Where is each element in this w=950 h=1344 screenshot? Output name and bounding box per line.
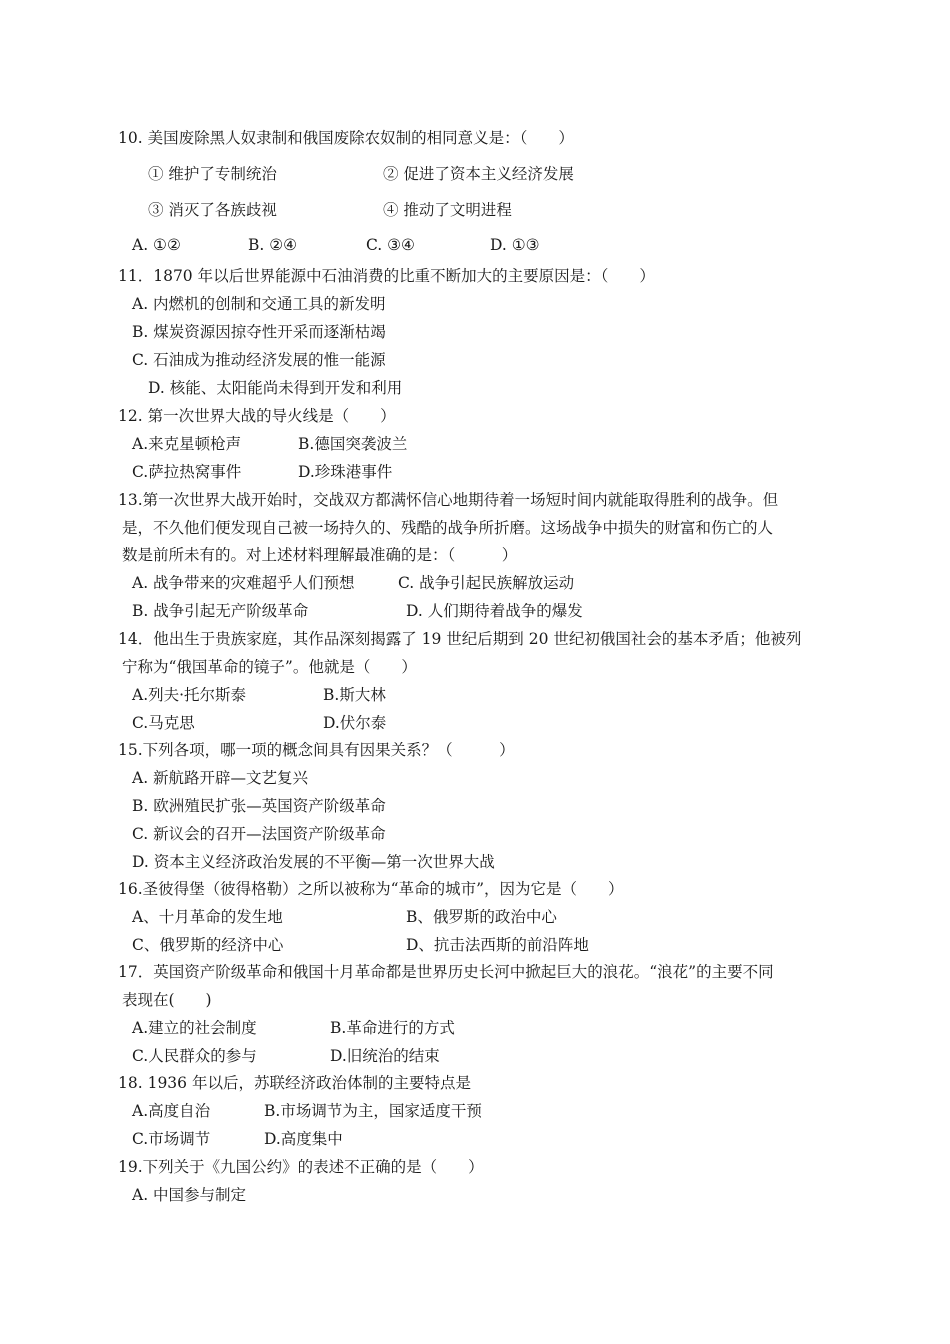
question-16-option-a: A、十月革命的发生地	[132, 908, 283, 926]
question-15-option-b: B. 欧洲殖民扩张—英国资产阶级革命	[132, 797, 386, 815]
question-16-stem: 16.圣彼得堡（彼得格勒）之所以被称为“革命的城市”，因为它是（ ）	[118, 880, 624, 898]
question-17-option-d: D.旧统治的结束	[330, 1047, 440, 1065]
question-10-statement-2: ② 促进了资本主义经济发展	[383, 165, 574, 183]
question-16-option-d: D、抗击法西斯的前沿阵地	[406, 936, 589, 954]
question-13-option-d: D. 人们期待着战争的爆发	[406, 602, 583, 620]
question-13-stem-line-1: 13.第一次世界大战开始时，交战双方都满怀信心地期待着一场短时间内就能取得胜利的战争。但	[118, 491, 779, 509]
question-12-stem: 12. 第一次世界大战的导火线是（ ）	[118, 407, 396, 425]
question-14-option-c: C.马克思	[132, 714, 195, 732]
question-11-option-c: C. 石油成为推动经济发展的惟一能源	[132, 351, 386, 369]
question-13-option-a: A. 战争带来的灾难超乎人们预想	[132, 574, 355, 592]
question-14-stem-line-1: 14．他出生于贵族家庭，其作品深刻揭露了 19 世纪后期到 20 世纪初俄国社会的基本矛盾；他被列	[118, 630, 802, 648]
question-15-option-d: D. 资本主义经济政治发展的不平衡—第一次世界大战	[132, 853, 495, 871]
question-13-option-b: B. 战争引起无产阶级革命	[132, 602, 309, 620]
question-12-option-b: B.德国突袭波兰	[298, 435, 408, 453]
question-11-option-a: A. 内燃机的创制和交通工具的新发明	[132, 295, 386, 313]
question-11-option-b: B. 煤炭资源因掠夺性开采而逐渐枯竭	[132, 323, 386, 341]
question-10-stem: 10. 美国废除黑人奴隶制和俄国废除农奴制的相同意义是：（ ）	[118, 129, 574, 147]
question-14-option-d: D.伏尔泰	[323, 714, 387, 732]
question-17-stem-line-1: 17．英国资产阶级革命和俄国十月革命都是世界历史长河中掀起巨大的浪花。“浪花”的主要不同	[118, 963, 774, 981]
question-18-option-b: B.市场调节为主，国家适度干预	[264, 1102, 482, 1120]
question-18-option-a: A.高度自治	[132, 1102, 211, 1120]
question-10-option-d: D. ①③	[490, 236, 540, 254]
question-11-option-d: D. 核能、太阳能尚未得到开发和利用	[148, 379, 403, 397]
question-10-option-a: A. ①②	[132, 236, 181, 254]
question-19-option-a: A. 中国参与制定	[132, 1186, 247, 1204]
question-13-option-c: C. 战争引起民族解放运动	[398, 574, 575, 592]
question-10-statement-1: ① 维护了专制统治	[148, 165, 277, 183]
question-13-stem-line-2: 是，不久他们便发现自己被一场持久的、残酷的战争所折磨。这场战争中损失的财富和伤亡的人	[122, 519, 774, 537]
question-10-option-b: B. ②④	[248, 236, 298, 254]
question-14-stem-line-2: 宁称为“俄国革命的镜子”。他就是（ ）	[122, 658, 417, 676]
question-16-option-b: B、俄罗斯的政治中心	[406, 908, 557, 926]
question-13-stem-line-3: 数是前所未有的。对上述材料理解最准确的是：（ ）	[122, 546, 518, 564]
question-14-option-a: A.列夫·托尔斯泰	[132, 686, 247, 704]
question-12-option-d: D.珍珠港事件	[298, 463, 393, 481]
question-14-option-b: B.斯大林	[323, 686, 386, 704]
question-15-option-c: C. 新议会的召开—法国资产阶级革命	[132, 825, 386, 843]
question-17-option-b: B.革命进行的方式	[330, 1019, 455, 1037]
question-15-stem: 15.下列各项，哪一项的概念间具有因果关系？（ ）	[118, 741, 515, 759]
question-12-option-c: C.萨拉热窝事件	[132, 463, 242, 481]
question-10-statement-4: ④ 推动了文明进程	[383, 201, 512, 219]
question-17-stem-line-2: 表现在( )	[122, 991, 212, 1009]
question-17-option-a: A.建立的社会制度	[132, 1019, 257, 1037]
question-18-stem: 18. 1936 年以后，苏联经济政治体制的主要特点是	[118, 1074, 471, 1092]
question-18-option-d: D.高度集中	[264, 1130, 343, 1148]
question-10-option-c: C. ③④	[366, 236, 415, 254]
question-19-stem: 19.下列关于《九国公约》的表述不正确的是（ ）	[118, 1158, 484, 1176]
question-17-option-c: C.人民群众的参与	[132, 1047, 257, 1065]
question-11-stem: 11．1870 年以后世界能源中石油消费的比重不断加大的主要原因是：（ ）	[118, 267, 655, 285]
question-16-option-c: C、俄罗斯的经济中心	[132, 936, 284, 954]
question-18-option-c: C.市场调节	[132, 1130, 211, 1148]
question-15-option-a: A. 新航路开辟—文艺复兴	[132, 769, 309, 787]
question-12-option-a: A.来克星顿枪声	[132, 435, 242, 453]
question-10-statement-3: ③ 消灭了各族歧视	[148, 201, 277, 219]
